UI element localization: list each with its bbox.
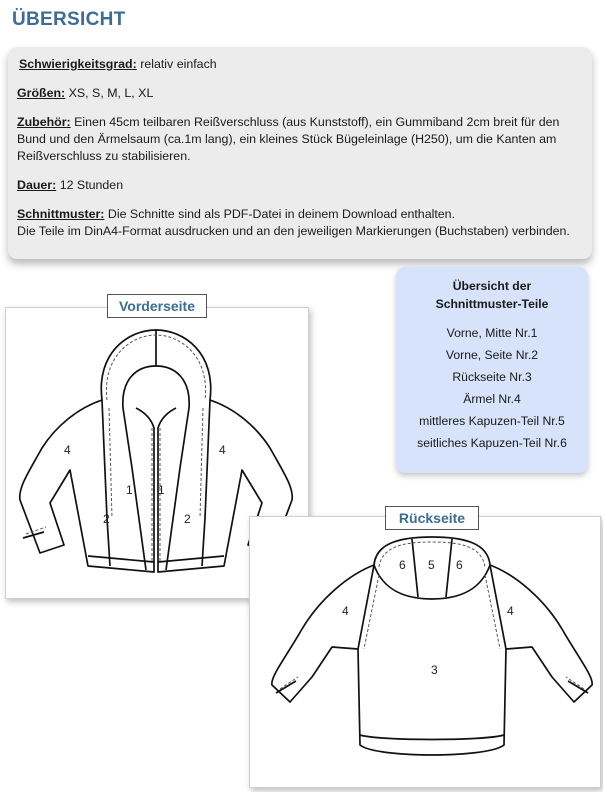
legend-item: seitliches Kapuzen-Teil Nr.6 bbox=[417, 436, 567, 450]
back-number-hood-mid: 5 bbox=[428, 558, 435, 572]
back-number-hood-right: 6 bbox=[456, 558, 463, 572]
legend-title-2: Schnittmuster-Teile bbox=[435, 297, 549, 311]
difficulty-value: relativ einfach bbox=[140, 57, 217, 71]
sizes-label: Größen: bbox=[17, 86, 66, 100]
back-number-body: 3 bbox=[431, 663, 438, 677]
accessories-text-1: Einen 45cm teilbaren Reißverschluss (aus Kunststoff), ein Gummiband 2cm breit für den bbox=[74, 115, 560, 129]
sizes-row bbox=[17, 85, 153, 102]
info-box bbox=[8, 47, 592, 259]
sizes-value: XS, S, M, L, XL bbox=[68, 86, 154, 100]
front-number-center-right: 1 bbox=[158, 483, 165, 497]
page-title: ÜBERSICHT bbox=[12, 9, 126, 30]
legend-item: mittleres Kapuzen-Teil Nr.5 bbox=[419, 414, 565, 428]
pattern-row bbox=[17, 206, 455, 223]
accessories-label: Zubehör: bbox=[17, 115, 71, 129]
difficulty-label: Schwierigkeitsgrad: bbox=[19, 57, 137, 71]
accessories-row bbox=[17, 114, 559, 131]
pattern-text-1: Die Schnitte sind als PDF-Datei in deinem Download enthalten. bbox=[107, 207, 456, 221]
front-number-side-right: 2 bbox=[184, 512, 191, 526]
legend-title-1: Übersicht der bbox=[452, 279, 532, 293]
legend-item: Vorne, Mitte Nr.1 bbox=[446, 326, 538, 340]
back-view-label: Rückseite bbox=[385, 506, 479, 530]
legend-item: Vorne, Seite Nr.2 bbox=[445, 348, 539, 362]
back-number-sleeve-left: 4 bbox=[342, 604, 349, 618]
front-number-center-left: 1 bbox=[126, 483, 133, 497]
back-view-panel bbox=[249, 516, 601, 788]
duration-value: 12 Stunden bbox=[59, 178, 124, 192]
pattern-label: Schnittmuster: bbox=[17, 207, 105, 221]
pattern-text-2: Die Teile im DinA4-Format ausdrucken und an den jeweiligen Markierungen (Buchstaben) verbinden. bbox=[17, 224, 570, 238]
pattern-parts-legend bbox=[396, 267, 588, 473]
front-view-label: Vorderseite bbox=[107, 294, 207, 318]
back-number-hood-left: 6 bbox=[399, 558, 406, 572]
accessories-text-2: Bund und den Ärmelsaum (ca.1m lang), ein kleines Stück Bügeleinlage (H250), um die Kanten am bbox=[17, 132, 557, 146]
front-number-sleeve-left: 4 bbox=[64, 443, 71, 457]
legend-item: Rückseite Nr.3 bbox=[452, 370, 532, 384]
back-number-sleeve-right: 4 bbox=[507, 604, 514, 618]
legend-item: Ärmel Nr.4 bbox=[463, 392, 521, 406]
front-number-side-left: 2 bbox=[103, 512, 110, 526]
duration-label: Dauer: bbox=[17, 178, 57, 192]
back-jacket-drawing bbox=[250, 517, 600, 787]
accessories-text-3: Reißverschluss zu stabilisieren. bbox=[17, 149, 191, 163]
difficulty-row bbox=[19, 56, 217, 73]
front-number-sleeve-right: 4 bbox=[219, 443, 226, 457]
duration-row bbox=[17, 177, 123, 194]
